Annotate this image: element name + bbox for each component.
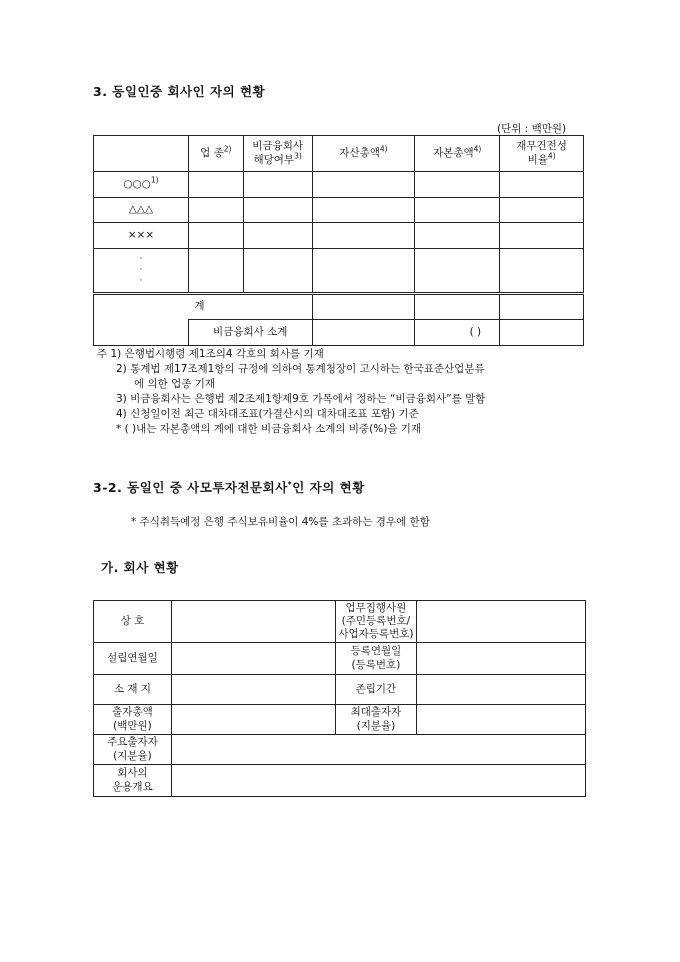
subsection-title: 가. 회사 현황: [101, 560, 179, 575]
table-row: [94, 705, 586, 735]
table-row: [94, 601, 586, 643]
table-row: [94, 198, 584, 223]
subtotal-label: 비금융회사 소계: [188, 320, 312, 346]
note-4: 4) 신청일이전 최근 대차대조표(가결산시의 대차대조표 포함) 기준: [116, 408, 419, 420]
table-row: [94, 223, 584, 249]
total-label: 계: [188, 294, 312, 320]
table-row: [94, 172, 584, 198]
row-label: △△△: [94, 198, 189, 223]
unit-label: (단위 : 백만원): [497, 123, 567, 135]
note-2: 2) 통계법 제17조제1항의 규정에 의하여 통계청장이 고시하는 한국표준산업분류: [116, 363, 485, 375]
affiliate-company-table: [93, 135, 584, 346]
table-row: [94, 675, 586, 705]
section3-title: 3. 동일인중 회사인 자의 현황: [93, 84, 266, 99]
table-row: [94, 765, 586, 797]
header-total-equity: 자본총액$^{4)}$: [415, 136, 500, 172]
label-registration-date: 등록연월일 (등록번호): [335, 643, 417, 675]
label-duration: 존립기간: [335, 675, 417, 705]
note-3: 3) 비금융회사는 은행법 제2조제1항제9호 가목에서 정하는 “비금융회사”를 말함: [116, 393, 486, 405]
section32-title: 3-2. 동일인 중 사모투자전문회사*인 자의 현황: [93, 479, 365, 495]
note-1: 주 1) 은행법시행령 제1조의4 각호의 회사를 기재: [97, 348, 324, 360]
label-company-name: 상 호: [94, 601, 172, 643]
table-header-row: [94, 136, 584, 172]
company-status-table: [93, 600, 586, 797]
label-largest-investor: 최대출자자 (지분율): [335, 705, 417, 735]
note-2-cont: 에 의한 업종 기재: [134, 378, 216, 390]
label-operation-overview: 회사의 운용개요: [94, 765, 172, 797]
label-established-date: 설립연월일: [94, 643, 172, 675]
label-managing-partner: 업무집행사원 (주민등록번호/ 사업자등록번호): [335, 601, 417, 643]
section32-note: * 주식취득예정 은행 주식보유비율이 4%를 초과하는 경우에 한함: [131, 516, 430, 528]
subtotal-percent: ( ): [415, 320, 500, 346]
row-label: ×××: [94, 223, 189, 249]
table-row: [94, 249, 584, 294]
total-row: [94, 294, 584, 320]
label-total-capital: 출자총액 (백만원): [94, 705, 172, 735]
label-location: 소 재 지: [94, 675, 172, 705]
row-label: ○○○$^{1)}$: [94, 172, 189, 198]
table-row: [94, 735, 586, 765]
header-industry: 업 종$^{2)}$: [188, 136, 243, 172]
label-major-investors: 주요출자자 (지분율): [94, 735, 172, 765]
header-total-assets: 자산총액$^{4)}$: [312, 136, 415, 172]
note-5: * ( )내는 자본총액의 계에 대한 비금융회사 소계의 비중(%)을 기재: [116, 423, 422, 435]
header-blank: [94, 136, 189, 172]
header-soundness-ratio: 재무건전성 비율$^{4)}$: [500, 136, 584, 172]
row-label-ellipsis: · · ·: [94, 249, 189, 294]
table-row: [94, 643, 586, 675]
header-nonfinancial: 비금융회사 해당여부$^{3)}$: [243, 136, 312, 172]
